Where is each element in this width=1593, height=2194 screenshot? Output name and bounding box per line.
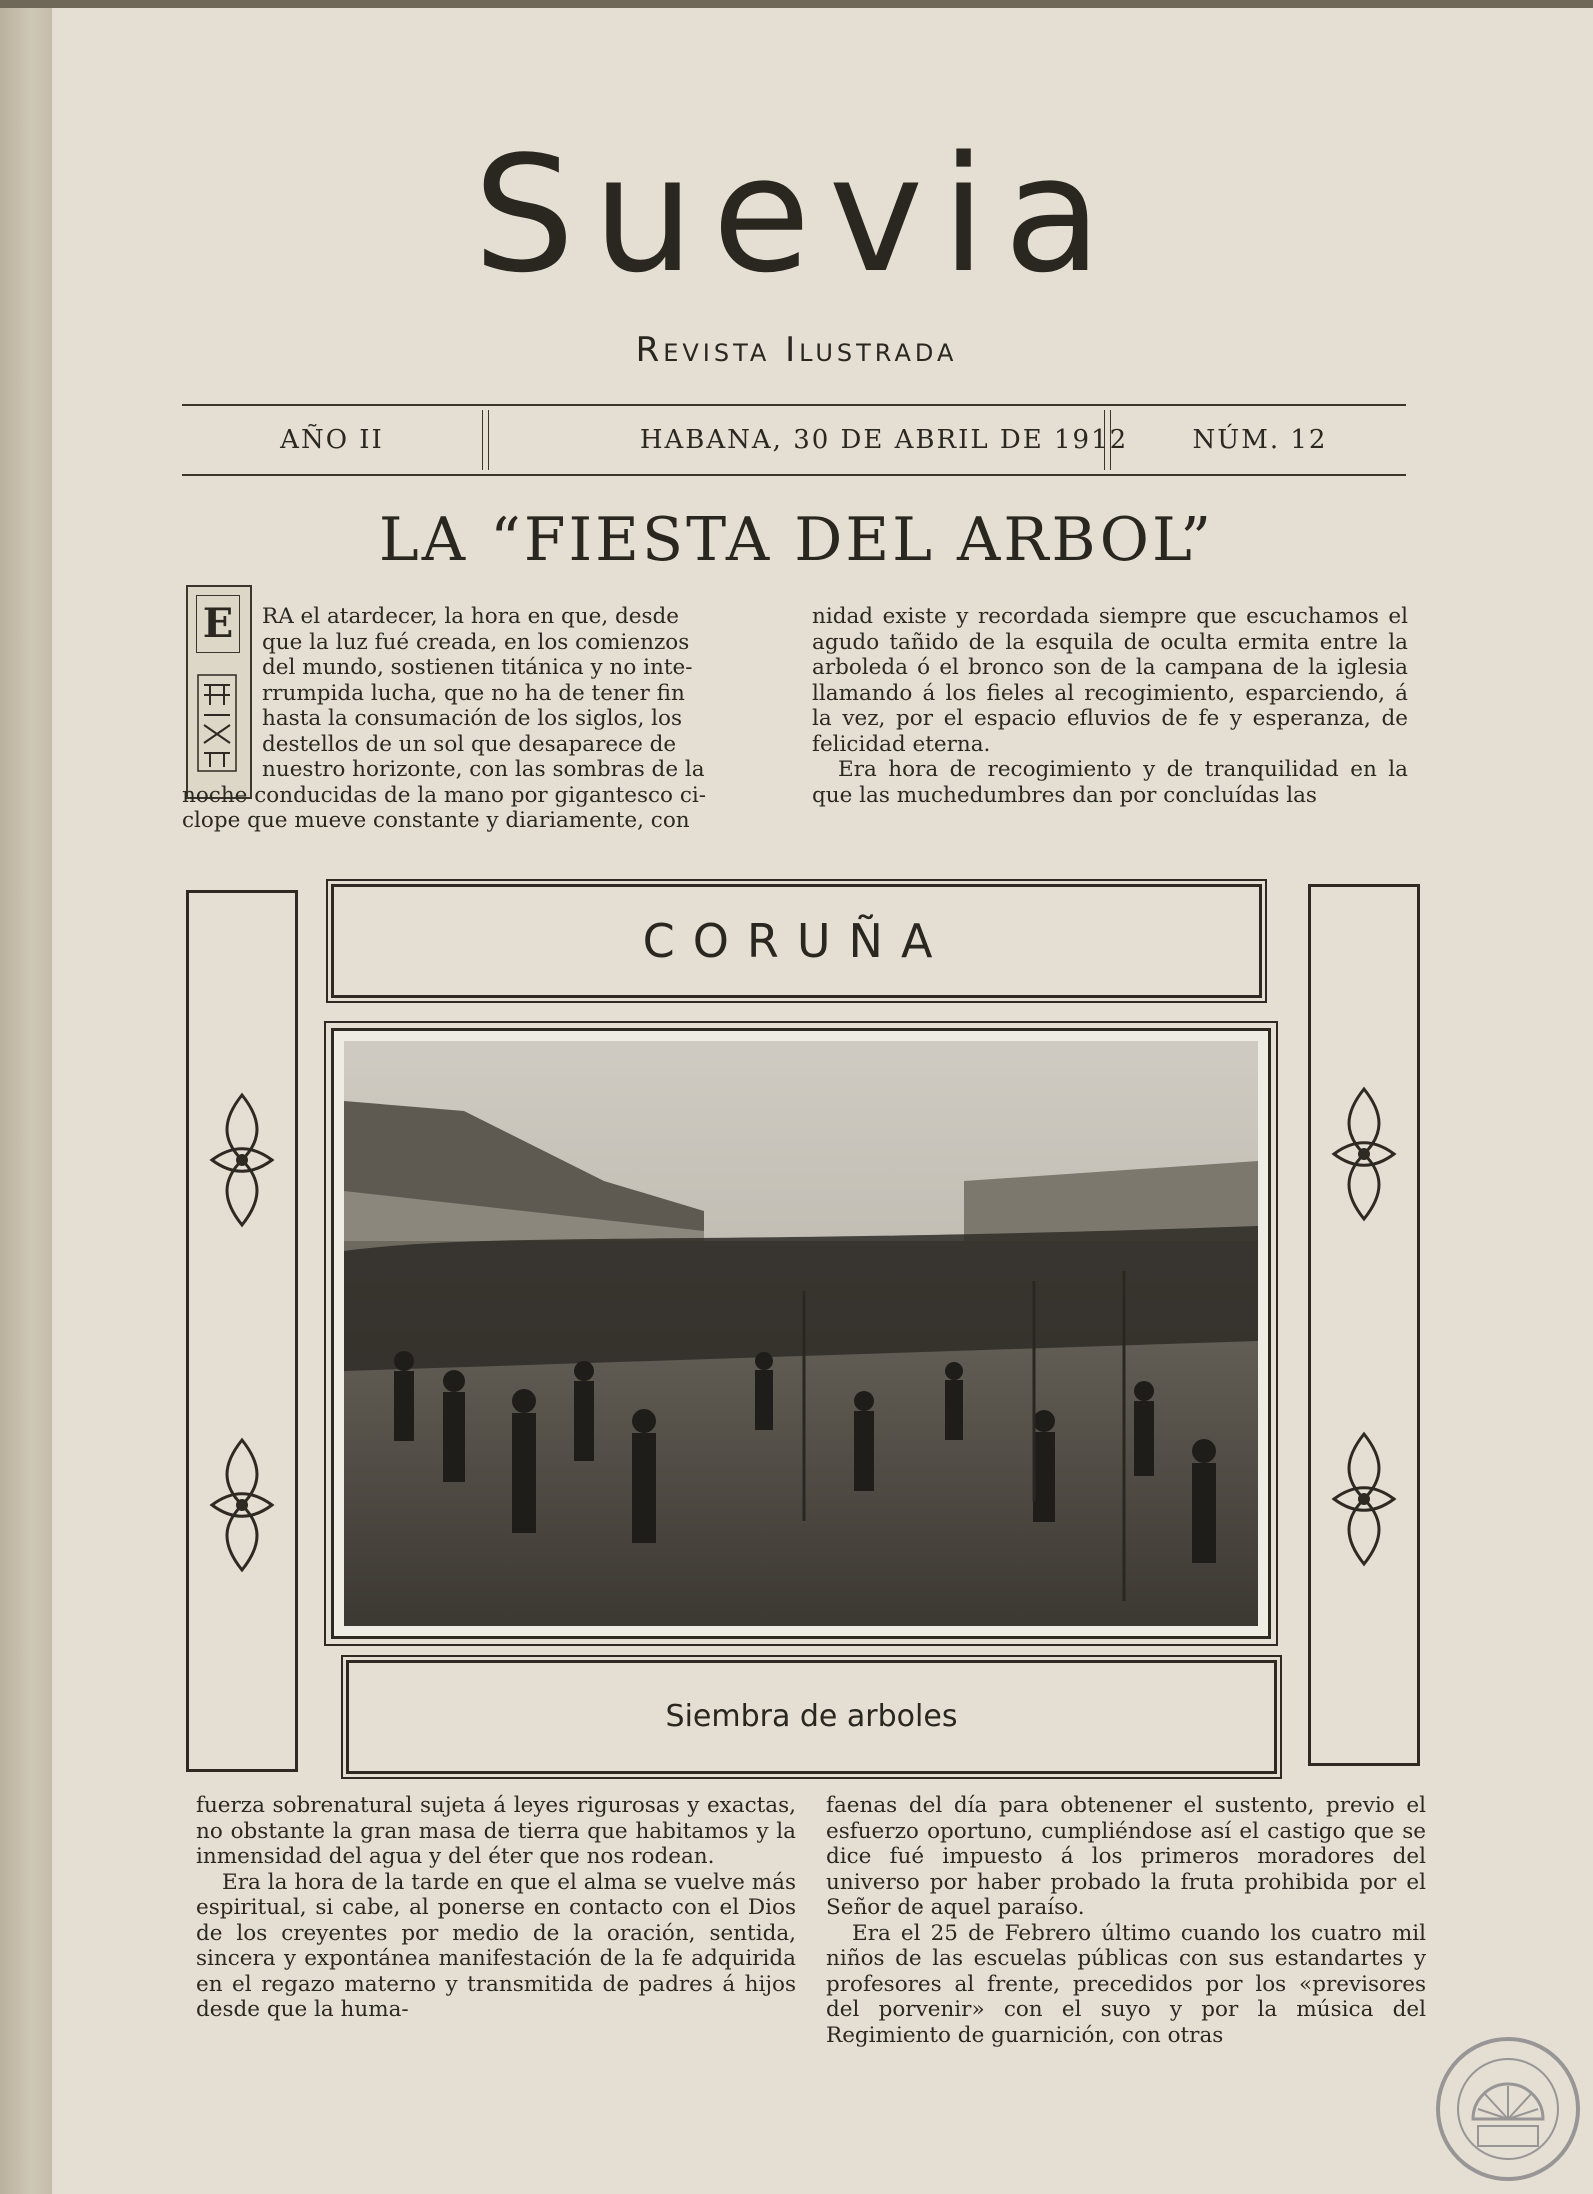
fleuron-icon <box>1329 1084 1399 1224</box>
drop-cap <box>186 585 252 799</box>
paragraph: Era la hora de la tarde en que el alma se vuelve más espiritual, si cabe, al ponerse en contacto con el Dios de los creyentes por medio de la oración, sentida, sincera y expontánea manifestación de la fe adquirida en el regazo materno y transmitida de padres á hijos desde que la huma- <box>196 1869 796 2022</box>
drop-cap-ornament-icon <box>196 673 238 773</box>
magazine-subtitle: Revista Ilustrada <box>635 330 958 370</box>
text-line: del mundo, sostienen titánica y no inte- <box>262 655 693 680</box>
fleuron-icon <box>1329 1429 1399 1569</box>
text-line: RA el atardecer, la hora en que, desde <box>262 604 680 629</box>
paragraph: faenas del día para obtenener el sustento, previo el esfuerzo oportuno, cumpliéndose así el castigo que se dice fué impuesto á los primeros moradores del universo por haber probado la fruta prohibida por el Señor de aquel paraíso. <box>826 1793 1426 1920</box>
article-bottom-left <box>196 1793 796 2023</box>
paragraph: Era hora de recogimiento y de tranquilidad en la que las muchedumbres dan por concluídas las <box>812 757 1408 808</box>
figure-location-box <box>331 884 1262 998</box>
text-line: que la luz fué creada, en los comienzos <box>262 629 690 655</box>
issue-bar-divider <box>482 410 489 470</box>
paragraph: Era el 25 de Febrero último cuando los cuatro mil niños de las escuelas públicas con sus estandartes y profesores al frente, precedidos por los «previsores del porvenir» con el suyo y por la música del Regimiento de guarnición, con otras <box>826 1920 1426 2048</box>
fleuron-icon <box>207 1435 277 1575</box>
article-top-left-full <box>182 783 778 834</box>
figure-location: CORUÑA <box>642 914 951 968</box>
left-ornament-panel <box>186 890 298 1772</box>
text-line: rrumpida lucha, que no ha de tener fin <box>262 680 685 706</box>
figure-caption-box <box>346 1660 1277 1774</box>
fleuron-icon <box>207 1090 277 1230</box>
issue-year: AÑO II <box>280 425 384 455</box>
crowd-photo-icon <box>331 1028 1271 1639</box>
issue-bar-divider <box>1104 410 1111 470</box>
paragraph: nidad existe y recordada siempre que escuchamos el agudo tañido de la esquila de oculta ermita entre la arboleda ó el bronco son de la campana de la iglesia llamando á los fieles al recogimiento, esparciendo, á la vez, por el espacio efluvios de fe y esperanza, de felicidad eterna. <box>812 604 1408 757</box>
issue-place-date: HABANA, 30 DE ABRIL DE 1912 <box>639 425 1129 455</box>
article-top-right <box>812 604 1408 808</box>
photo-illustration <box>344 1041 1258 1626</box>
magazine-title: Suevia <box>473 121 1120 308</box>
issue-info-bar <box>182 404 1406 476</box>
figure-caption: Siembra de arboles <box>665 1699 958 1734</box>
article-bottom-right <box>826 1793 1426 2048</box>
library-seal-icon <box>1433 2034 1583 2184</box>
article-top-left-indented <box>262 604 778 783</box>
issue-number: NÚM. 12 <box>1192 425 1328 455</box>
text-line: nuestro horizonte, con las sombras de la <box>262 757 705 782</box>
article-headline: LA “FIESTA DEL ARBOL” <box>378 505 1215 575</box>
drop-cap-letter: E <box>196 595 240 653</box>
text-line: noche conducidas de la mano por gigantesco ci- <box>182 782 707 808</box>
paragraph: fuerza sobrenatural sujeta á leyes rigurosas y exactas, no obstante la gran masa de tierra que habitamos y la inmensidad del agua y del éter que nos rodean. <box>196 1793 796 1869</box>
text-line: hasta la consumación de los siglos, los <box>262 706 683 731</box>
text-line: destellos de un sol que desaparece de <box>262 731 677 757</box>
text-line: clope que mueve constante y diariamente, con <box>182 808 690 833</box>
top-shadow <box>0 0 1593 8</box>
right-ornament-panel <box>1308 884 1420 1766</box>
